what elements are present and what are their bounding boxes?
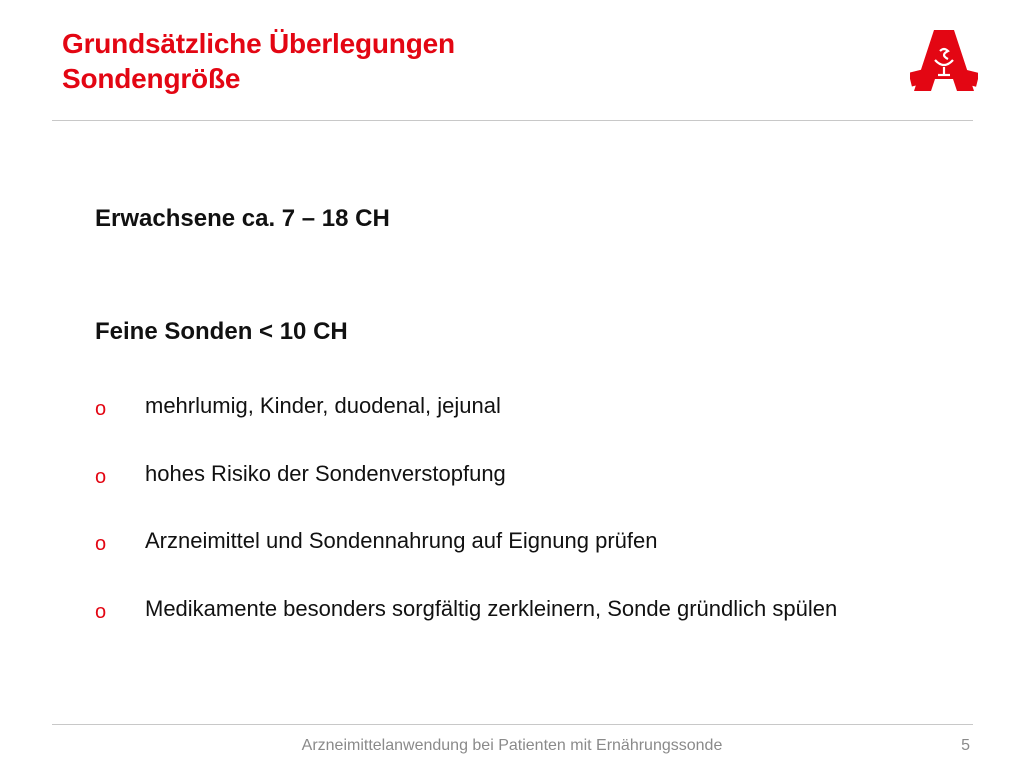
footer-text: Arzneimittelanwendung bei Patienten mit Ernährungssonde [301, 737, 723, 754]
footer-divider [52, 724, 973, 725]
bullet-marker-icon: o [95, 465, 107, 488]
slide-title [62, 26, 455, 96]
bullet-marker-icon: o [95, 533, 107, 555]
page-number: 5 [961, 737, 970, 754]
bullet-text: Medikamente besonders sorgfältig zerkleinern, Sonde gründlich spülen [145, 595, 838, 621]
apotheke-a-logo-icon [910, 27, 978, 97]
heading-adults: Erwachsene ca. 7 – 18 CH [95, 205, 390, 232]
bullet-marker-icon: o [95, 398, 107, 420]
slide-title-line-2: Sondengröße [62, 63, 241, 94]
bullet-marker-icon: o [95, 600, 107, 623]
bullet-text: Arzneimittel und Sondennahrung auf Eignung prüfen [145, 528, 658, 553]
bullet-text: hohes Risiko der Sondenverstopfung [145, 460, 506, 486]
heading-fine-tubes: Feine Sonden < 10 CH [95, 318, 348, 345]
bullet-text: mehrlumig, Kinder, duodenal, jejunal [145, 393, 501, 418]
slide-title-line-1: Grundsätzliche Überlegungen [62, 28, 455, 59]
header-divider [52, 120, 973, 121]
